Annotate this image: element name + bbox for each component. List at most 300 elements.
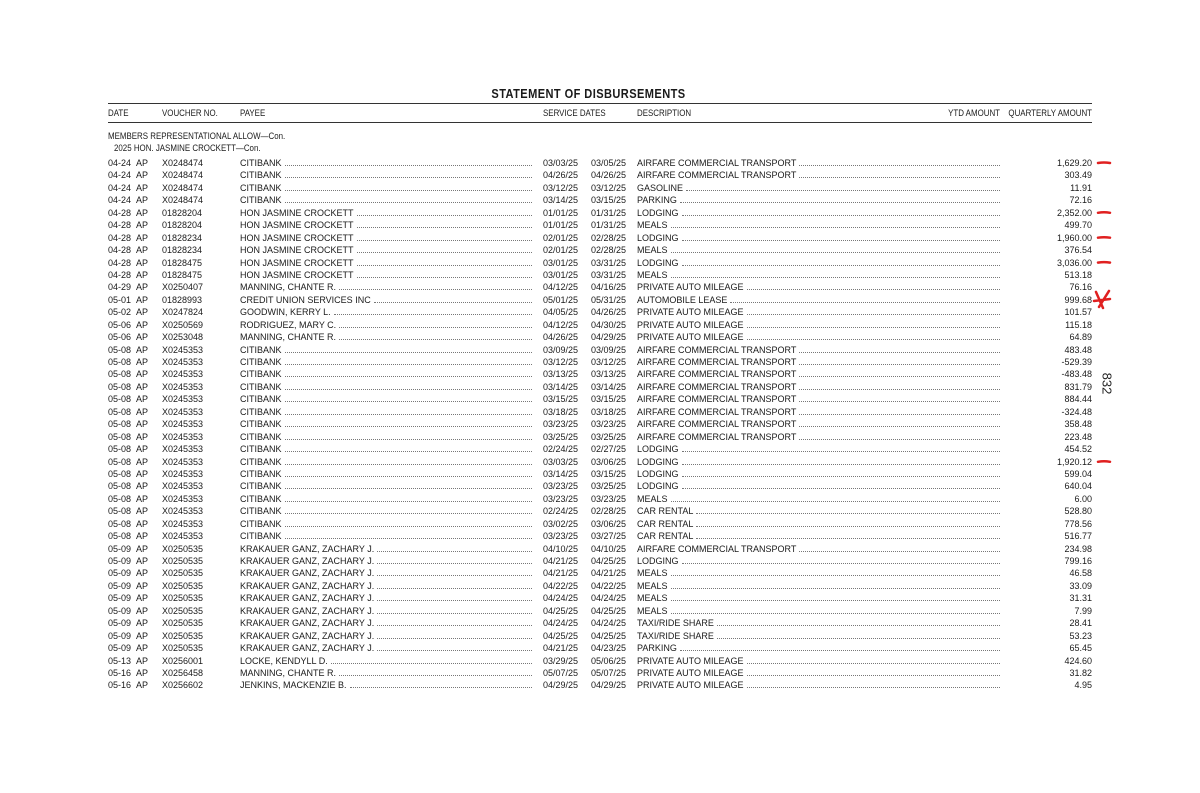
row-date: 05-08 (108, 506, 132, 517)
row-description: MEALS (637, 580, 1000, 592)
row-amount: 483.48 (1064, 344, 1092, 355)
row-amount: 1,960.00 (1056, 232, 1092, 243)
row-service-start: 03/23/25 (543, 493, 579, 504)
row-service-start: 04/21/25 (543, 568, 579, 579)
row-description: MEALS (637, 493, 1000, 505)
row-amount: 999.68 (1064, 294, 1092, 305)
row-type: AP (136, 444, 149, 455)
col-ytd: YTD AMOUNT (948, 108, 1000, 118)
row-payee: CITIBANK (240, 493, 532, 505)
row-date: 05-09 (108, 543, 132, 554)
row-type: AP (136, 319, 149, 330)
row-voucher: X0256001 (162, 655, 204, 666)
row-description: CAR RENTAL (637, 518, 1000, 530)
row-service-end: 04/10/25 (591, 543, 627, 554)
row-type: AP (136, 369, 149, 380)
row-amount: 513.18 (1064, 269, 1092, 280)
row-date: 04-24 (108, 158, 132, 168)
row-payee: CITIBANK (240, 406, 532, 418)
row-service-start: 02/01/25 (543, 245, 579, 256)
table-row (108, 480, 1092, 492)
row-amount: -324.48 (1061, 406, 1092, 417)
row-payee: CITIBANK (240, 356, 532, 368)
row-service-end: 03/31/25 (591, 257, 627, 268)
row-amount: 53.23 (1069, 630, 1092, 641)
row-voucher: X0245353 (162, 344, 204, 355)
row-amount: 640.04 (1064, 481, 1092, 492)
row-service-end: 02/27/25 (591, 444, 627, 455)
row-date: 05-13 (108, 655, 132, 666)
row-type: AP (136, 294, 149, 305)
row-date: 05-08 (108, 431, 132, 442)
row-description: PARKING (637, 642, 1000, 654)
row-service-end: 03/27/25 (591, 531, 627, 542)
row-service-start: 04/26/25 (543, 332, 579, 343)
row-payee: KRAKAUER GANZ, ZACHARY J. (240, 543, 532, 555)
row-type: AP (136, 468, 149, 479)
row-date: 05-09 (108, 556, 132, 566)
row-payee: MANNING, CHANTE R. (240, 331, 532, 343)
row-amount: 1,920.12 (1056, 456, 1092, 467)
row-service-start: 04/24/25 (543, 618, 579, 629)
table-row (108, 281, 1092, 293)
row-payee: KRAKAUER GANZ, ZACHARY J. (240, 630, 532, 642)
row-type: AP (136, 580, 149, 591)
row-service-start: 03/18/25 (543, 406, 579, 417)
row-date: 05-08 (108, 381, 132, 392)
row-type: AP (136, 332, 149, 343)
row-voucher: X0250535 (162, 593, 204, 604)
row-service-end: 03/23/25 (591, 493, 627, 504)
row-amount: -483.48 (1061, 369, 1092, 380)
row-amount: 223.48 (1064, 431, 1092, 442)
row-voucher: X0248474 (162, 182, 204, 193)
row-service-start: 03/01/25 (543, 269, 579, 280)
row-type: AP (136, 643, 149, 654)
row-amount: 234.98 (1064, 543, 1092, 554)
row-payee: KRAKAUER GANZ, ZACHARY J. (240, 642, 532, 654)
row-amount: 11.91 (1070, 182, 1092, 193)
page-title: STATEMENT OF DISBURSEMENTS (491, 86, 686, 101)
row-voucher: X0245353 (162, 481, 204, 492)
table-row (108, 592, 1092, 604)
row-service-start: 04/12/25 (543, 282, 579, 293)
table-row (108, 555, 1092, 567)
row-type: AP (136, 394, 149, 405)
row-amount: 599.04 (1064, 468, 1092, 479)
row-payee: CITIBANK (240, 530, 532, 542)
row-amount: 65.45 (1069, 643, 1092, 654)
row-service-end: 04/29/25 (591, 332, 627, 343)
table-row (108, 344, 1092, 356)
row-payee: CITIBANK (240, 418, 532, 430)
row-description: LODGING (637, 555, 1000, 567)
row-voucher: X0250569 (162, 319, 204, 330)
row-voucher: X0250535 (162, 543, 204, 554)
row-type: AP (136, 381, 149, 392)
table-row (108, 431, 1092, 443)
row-service-start: 03/29/25 (543, 655, 579, 666)
row-amount: 376.54 (1064, 245, 1092, 256)
row-amount: 303.49 (1064, 170, 1092, 181)
row-type: AP (136, 220, 149, 231)
row-service-end: 04/30/25 (591, 319, 627, 330)
row-service-end: 05/07/25 (591, 667, 627, 678)
table-row (108, 257, 1092, 269)
row-service-end: 04/25/25 (591, 605, 627, 616)
row-description: AIRFARE COMMERCIAL TRANSPORT (637, 381, 1000, 393)
row-service-end: 03/06/25 (591, 456, 627, 467)
table-row (108, 306, 1092, 318)
row-description: LODGING (637, 232, 1000, 244)
row-voucher: X0248474 (162, 195, 204, 206)
row-amount: 516.77 (1064, 531, 1092, 542)
table-row (108, 294, 1092, 306)
row-amount: 76.16 (1069, 282, 1092, 293)
table-row (108, 655, 1092, 667)
col-payee: PAYEE (240, 108, 266, 118)
table-row (108, 182, 1092, 194)
table-row (108, 605, 1092, 617)
row-date: 04-28 (108, 220, 132, 231)
page-number: 832 (1099, 372, 1115, 395)
row-service-end: 01/31/25 (591, 220, 627, 231)
row-amount: 358.48 (1064, 419, 1092, 430)
table-row (108, 381, 1092, 393)
row-service-end: 04/16/25 (591, 282, 627, 293)
row-payee: MANNING, CHANTE R. (240, 667, 532, 679)
row-amount: 454.52 (1064, 444, 1092, 455)
row-date: 05-08 (108, 394, 132, 405)
row-amount: 115.18 (1065, 319, 1092, 330)
row-voucher: X0245353 (162, 468, 204, 479)
row-description: MEALS (637, 269, 1000, 281)
row-service-end: 03/12/25 (591, 357, 627, 367)
row-description: LODGING (637, 480, 1000, 492)
row-voucher: 01828993 (162, 294, 203, 305)
row-type: AP (136, 630, 149, 641)
row-type: AP (136, 543, 149, 554)
table-row (108, 567, 1092, 579)
row-service-start: 01/01/25 (543, 207, 579, 218)
row-type: AP (136, 456, 149, 467)
row-payee: CITIBANK (240, 368, 532, 380)
row-payee: HON JASMINE CROCKETT (240, 244, 532, 256)
row-service-start: 03/14/25 (543, 195, 579, 206)
row-amount: 7.99 (1074, 605, 1092, 616)
row-description: AIRFARE COMMERCIAL TRANSPORT (637, 356, 1000, 368)
row-description: TAXI/RIDE SHARE (637, 617, 1000, 629)
row-service-end: 03/15/25 (591, 394, 627, 405)
row-service-end: 04/26/25 (591, 307, 627, 318)
row-type: AP (136, 680, 149, 691)
row-voucher: X0245353 (162, 456, 204, 467)
row-payee: CITIBANK (240, 182, 532, 194)
row-amount: 831.79 (1064, 381, 1092, 392)
row-description: LODGING (637, 456, 1000, 468)
row-service-end: 03/31/25 (591, 269, 627, 280)
row-type: AP (136, 481, 149, 492)
row-amount: 4.95 (1074, 680, 1092, 691)
row-service-start: 02/24/25 (543, 506, 579, 517)
table-row (108, 194, 1092, 206)
table-row (108, 642, 1092, 654)
table-row (108, 207, 1092, 219)
row-description: LODGING (637, 468, 1000, 480)
row-type: AP (136, 493, 149, 504)
row-date: 04-28 (108, 257, 132, 268)
row-service-start: 04/29/25 (543, 680, 579, 691)
row-payee: CITIBANK (240, 169, 532, 181)
row-service-start: 03/01/25 (543, 257, 579, 268)
row-service-end: 04/24/25 (591, 618, 627, 629)
red-dash-mark (1098, 237, 1110, 238)
row-service-start: 03/09/25 (543, 344, 579, 355)
table-row (108, 157, 1092, 169)
row-payee: KRAKAUER GANZ, ZACHARY J. (240, 605, 532, 617)
row-service-start: 04/26/25 (543, 170, 579, 181)
row-service-end: 02/28/25 (591, 232, 627, 243)
row-date: 05-09 (108, 618, 132, 629)
table-row (108, 530, 1092, 542)
row-description: MEALS (637, 219, 1000, 231)
table-row (108, 456, 1092, 468)
row-description: MEALS (637, 567, 1000, 579)
row-description: AIRFARE COMMERCIAL TRANSPORT (637, 393, 1000, 405)
row-service-end: 03/15/25 (591, 468, 627, 479)
row-voucher: 01828204 (162, 207, 203, 218)
table-row (108, 679, 1092, 691)
row-description: AIRFARE COMMERCIAL TRANSPORT (637, 431, 1000, 443)
row-payee: KRAKAUER GANZ, ZACHARY J. (240, 592, 532, 604)
row-payee: JENKINS, MACKENZIE B. (240, 679, 532, 691)
row-voucher: 01828234 (162, 245, 203, 256)
table-row (108, 617, 1092, 629)
row-voucher: X0250535 (162, 618, 204, 629)
row-voucher: X0253048 (162, 332, 204, 343)
row-type: AP (136, 406, 149, 417)
row-date: 05-16 (108, 680, 132, 691)
row-payee: LOCKE, KENDYLL D. (240, 655, 532, 667)
table-row (108, 630, 1092, 642)
row-payee: HON JASMINE CROCKETT (240, 219, 532, 231)
row-service-start: 01/01/25 (543, 220, 579, 231)
row-description: PRIVATE AUTO MILEAGE (637, 655, 1000, 667)
row-service-end: 03/09/25 (591, 344, 627, 355)
row-type: AP (136, 618, 149, 629)
row-amount: 799.16 (1064, 556, 1092, 566)
row-date: 04-28 (108, 245, 132, 256)
row-description: MEALS (637, 592, 1000, 604)
row-date: 05-08 (108, 357, 132, 367)
row-service-start: 04/10/25 (543, 543, 579, 554)
row-service-end: 04/25/25 (591, 556, 627, 566)
row-payee: CITIBANK (240, 431, 532, 443)
row-service-start: 03/03/25 (543, 456, 579, 467)
row-type: AP (136, 518, 149, 529)
row-service-start: 02/24/25 (543, 444, 579, 455)
row-type: AP (136, 605, 149, 616)
row-service-end: 03/18/25 (591, 406, 627, 417)
red-star-mark (1094, 291, 1110, 308)
row-payee: CITIBANK (240, 468, 532, 480)
row-service-end: 03/15/25 (591, 195, 627, 206)
row-date: 04-28 (108, 232, 132, 243)
row-description: PRIVATE AUTO MILEAGE (637, 679, 1000, 691)
row-service-start: 05/01/25 (543, 294, 579, 305)
row-date: 04-24 (108, 170, 132, 181)
table-row (108, 269, 1092, 281)
row-type: AP (136, 269, 149, 280)
table-row (108, 418, 1092, 430)
row-voucher: X0245353 (162, 381, 204, 392)
row-payee: HON JASMINE CROCKETT (240, 207, 532, 219)
row-description: LODGING (637, 207, 1000, 219)
row-type: AP (136, 344, 149, 355)
row-voucher: 01828475 (162, 257, 203, 268)
row-amount: 31.31 (1069, 593, 1092, 604)
table-row (108, 356, 1092, 368)
row-service-start: 04/21/25 (543, 643, 579, 654)
row-service-start: 04/25/25 (543, 605, 579, 616)
row-voucher: X0250535 (162, 580, 204, 591)
row-service-end: 04/25/25 (591, 630, 627, 641)
row-type: AP (136, 431, 149, 442)
row-description: AIRFARE COMMERCIAL TRANSPORT (637, 169, 1000, 181)
row-date: 05-08 (108, 518, 132, 529)
row-voucher: X0250535 (162, 630, 204, 641)
table-row (108, 518, 1092, 530)
red-dash-mark (1098, 212, 1110, 213)
row-voucher: X0250535 (162, 568, 204, 579)
row-type: AP (136, 506, 149, 517)
row-payee: CITIBANK (240, 194, 532, 206)
row-service-start: 04/22/25 (543, 580, 579, 591)
row-date: 05-02 (108, 307, 132, 318)
row-description: MEALS (637, 605, 1000, 617)
row-service-start: 03/13/25 (543, 369, 579, 380)
row-service-start: 03/15/25 (543, 394, 579, 405)
col-voucher: VOUCHER NO. (162, 108, 218, 118)
disbursement-table (108, 157, 1092, 692)
row-payee: CITIBANK (240, 157, 532, 169)
table-row (108, 244, 1092, 256)
row-payee: CREDIT UNION SERVICES INC (240, 294, 532, 306)
row-service-start: 04/21/25 (543, 556, 579, 566)
row-service-end: 03/25/25 (591, 481, 627, 492)
row-description: AIRFARE COMMERCIAL TRANSPORT (637, 418, 1000, 430)
table-row (108, 319, 1092, 331)
row-voucher: X0256602 (162, 680, 204, 691)
row-date: 05-09 (108, 593, 132, 604)
row-amount: 499.70 (1064, 220, 1092, 231)
row-service-end: 02/28/25 (591, 245, 627, 256)
row-voucher: X0245353 (162, 493, 204, 504)
row-description: LODGING (637, 443, 1000, 455)
row-service-end: 04/22/25 (591, 580, 627, 591)
row-service-end: 04/21/25 (591, 568, 627, 579)
row-date: 05-08 (108, 456, 132, 467)
row-description: TAXI/RIDE SHARE (637, 630, 1000, 642)
row-service-start: 04/05/25 (543, 307, 579, 318)
table-row (108, 368, 1092, 380)
row-description: PRIVATE AUTO MILEAGE (637, 667, 1000, 679)
row-type: AP (136, 207, 149, 218)
table-row (108, 232, 1092, 244)
table-row (108, 505, 1092, 517)
row-service-end: 03/14/25 (591, 381, 627, 392)
row-amount: 6.00 (1074, 493, 1092, 504)
row-service-end: 03/23/25 (591, 419, 627, 430)
row-date: 05-06 (108, 332, 132, 343)
row-service-end: 03/05/25 (591, 158, 627, 168)
row-amount: 884.44 (1064, 394, 1092, 405)
row-description: AIRFARE COMMERCIAL TRANSPORT (637, 344, 1000, 356)
row-description: GASOLINE (637, 182, 1000, 194)
row-date: 05-06 (108, 319, 132, 330)
row-voucher: X0245353 (162, 431, 204, 442)
row-description: PRIVATE AUTO MILEAGE (637, 281, 1000, 293)
row-payee: CITIBANK (240, 518, 532, 530)
row-amount: 528.80 (1064, 506, 1092, 517)
row-payee: HON JASMINE CROCKETT (240, 257, 532, 269)
row-service-start: 04/25/25 (543, 630, 579, 641)
row-amount: 778.56 (1064, 518, 1092, 529)
row-payee: KRAKAUER GANZ, ZACHARY J. (240, 580, 532, 592)
row-description: AIRFARE COMMERCIAL TRANSPORT (637, 543, 1000, 555)
row-service-end: 04/23/25 (591, 643, 627, 654)
row-voucher: X0245353 (162, 506, 204, 517)
row-voucher: X0247824 (162, 307, 204, 318)
row-service-start: 03/14/25 (543, 381, 579, 392)
row-date: 05-09 (108, 605, 132, 616)
row-description: AIRFARE COMMERCIAL TRANSPORT (637, 368, 1000, 380)
row-voucher: X0250407 (162, 282, 204, 293)
row-type: AP (136, 158, 149, 168)
row-service-start: 04/12/25 (543, 319, 579, 330)
row-voucher: X0245353 (162, 369, 204, 380)
section-subheading: 2025 HON. JASMINE CROCKETT—Con. (114, 143, 261, 153)
row-voucher: X0256458 (162, 667, 204, 678)
row-voucher: X0245353 (162, 394, 204, 405)
row-description: PRIVATE AUTO MILEAGE (637, 331, 1000, 343)
row-description: CAR RENTAL (637, 530, 1000, 542)
table-row (108, 393, 1092, 405)
row-service-start: 03/12/25 (543, 357, 579, 367)
row-type: AP (136, 307, 149, 318)
row-voucher: X0248474 (162, 158, 204, 168)
red-dash-mark (1098, 163, 1110, 164)
row-payee: KRAKAUER GANZ, ZACHARY J. (240, 617, 532, 629)
row-voucher: 01828475 (162, 269, 203, 280)
row-amount: 1,629.20 (1056, 158, 1092, 168)
row-payee: CITIBANK (240, 456, 532, 468)
row-voucher: X0245353 (162, 357, 204, 367)
row-date: 05-09 (108, 643, 132, 654)
row-amount: 46.58 (1069, 568, 1092, 579)
row-service-end: 05/31/25 (591, 294, 627, 305)
row-amount: 424.60 (1064, 655, 1092, 666)
row-service-end: 05/06/25 (591, 655, 627, 666)
row-amount: 101.57 (1064, 307, 1092, 318)
row-service-start: 03/25/25 (543, 431, 579, 442)
table-row (108, 580, 1092, 592)
table-row (108, 667, 1092, 679)
row-voucher: X0245353 (162, 444, 204, 455)
row-payee: RODRIGUEZ, MARY C. (240, 319, 532, 331)
row-service-start: 03/23/25 (543, 531, 579, 542)
row-voucher: X0250535 (162, 643, 204, 654)
